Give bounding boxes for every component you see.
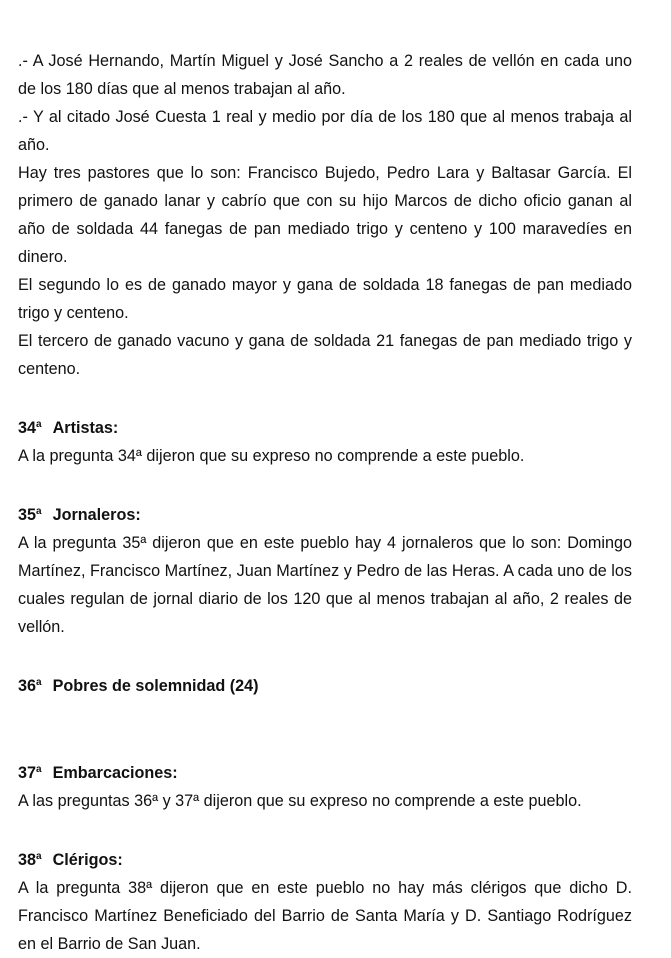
section-number: 37$^a$ [18,764,42,782]
section-heading-36 [18,669,632,700]
paragraph-wages-cuesta: .- Y al citado José Cuesta 1 real y medio por día de los 180 que al menos trabaja al año. [18,108,632,154]
paragraph-third-shepherd: El tercero de ganado vacuno y gana de soldada 21 fanegas de pan mediado trigo y centeno. [18,332,632,378]
section-number: 35$^a$ [18,506,42,524]
section-heading-37 [18,756,632,787]
section-body-35: A la pregunta 35ª dijeron que en este pueblo hay 4 jornaleros que lo son: Domingo Martínez, Francisco Martínez, Juan Martínez y Pedro de las Heras. A cada uno de los cuales regulan de jornal diario de los 120 que al menos trabajan al año, 2 reales de vellón. [18,534,632,636]
section-heading-34 [18,411,632,442]
section-title: Pobres de solemnidad (24) [52,677,259,695]
spacer [18,383,632,411]
section-title: Jornaleros: [52,506,141,524]
paragraph-wages-hernando: .- A José Hernando, Martín Miguel y José Sancho a 2 reales de vellón en cada uno de los 180 días que al menos trabajan al año. [18,52,632,98]
section-number: 38$^a$ [18,851,42,869]
paragraph-second-shepherd: El segundo lo es de ganado mayor y gana de soldada 18 fanegas de pan mediado trigo y centeno. [18,276,632,322]
section-body-37: A las preguntas 36ª y 37ª dijeron que su expreso no comprende a este pueblo. [18,792,582,810]
document-page [18,47,632,958]
spacer [18,641,632,669]
section-body-38: A la pregunta 38ª dijeron que en este pueblo no hay más clérigos que dicho D. Francisco Martínez Beneficiado del Barrio de Santa María y D. Santiago Rodríguez en el Barrio de San Juan. [18,879,632,953]
spacer [18,700,632,756]
section-number: 34$^a$ [18,419,42,437]
section-body-34: A la pregunta 34ª dijeron que su expreso no comprende a este pueblo. [18,447,525,465]
section-title: Embarcaciones: [52,764,178,782]
section-title: Artistas: [52,419,119,437]
section-title: Clérigos: [52,851,123,869]
section-heading-35 [18,498,632,529]
spacer [18,470,632,498]
paragraph-shepherds: Hay tres pastores que lo son: Francisco Bujedo, Pedro Lara y Baltasar García. El primero de ganado lanar y cabrío que con su hijo Marcos de dicho oficio ganan al año de soldada 44 fanegas de pan mediado trigo y centeno y 100 maravedíes en dinero. [18,164,632,266]
section-number: 36$^a$ [18,677,42,695]
spacer [18,815,632,843]
section-heading-38 [18,843,632,874]
